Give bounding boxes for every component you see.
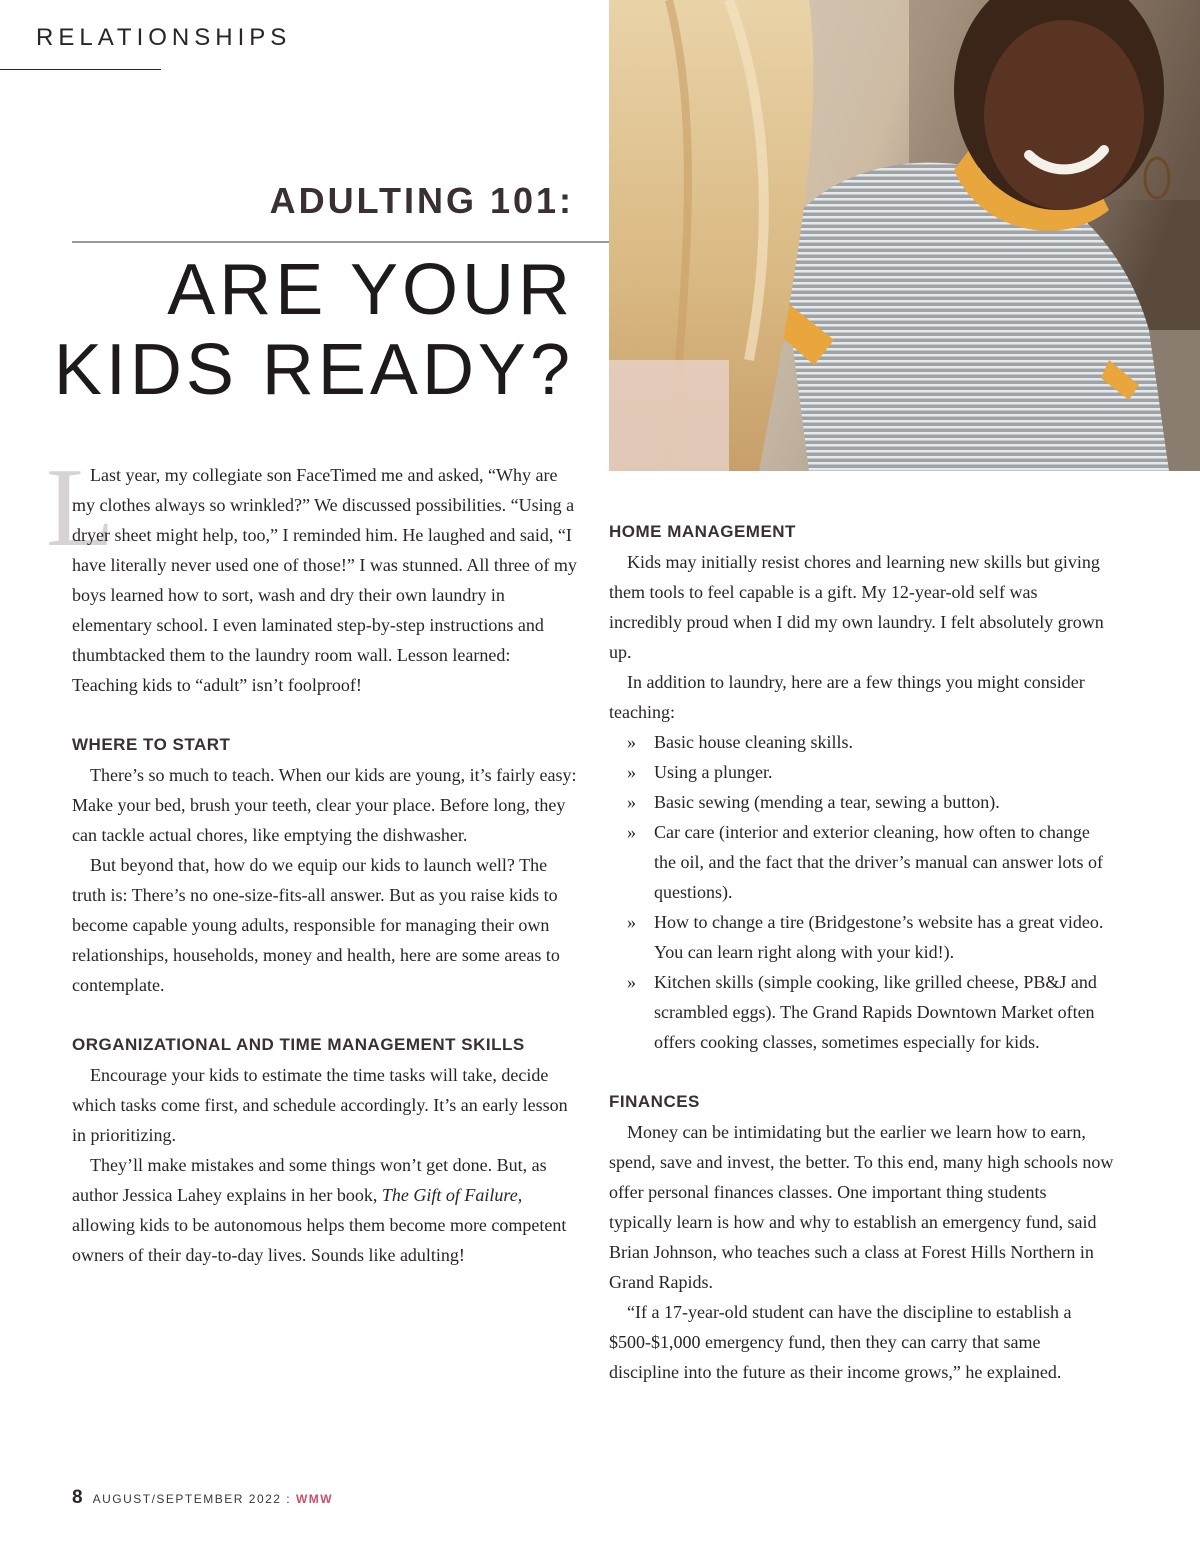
list-item: » How to change a tire (Bridgestone’s website has a great video. You can learn right along with your kid!). (627, 912, 1104, 962)
list-item: » Using a plunger. (627, 762, 773, 782)
hero-photo (609, 0, 1200, 471)
org-time-paragraph-2: They’ll make mistakes and some things won’t get done. But, as author Jessica Lahey explains in her book, The Gift of Failure, allowing kids to be autonomous helps them become more competent owners of their day-to-day lives. Sounds like adulting! (72, 1155, 567, 1265)
intro-body: are my clothes always so wrinkled?” We discussed possibilities. “Using a dryer sheet might help, too,” I reminded him. He laughed and said, “I have literally never used one of those!” I was stunned. All three of my boys learned how to sort, wash and dry their own laundry in elementary school. I even laminated step-by-step instructions and thumbtacked them to the laundry room wall. Lesson learned: Teaching kids to “adult” isn’t foolproof! (72, 465, 577, 695)
heading-org-time: ORGANIZATIONAL AND TIME MANAGEMENT SKILLS (72, 1035, 525, 1054)
where-to-start-paragraph-1: There’s so much to teach. When our kids are young, it’s fairly easy: Make your bed, brush your teeth, clear your place. Before long, they can tackle actual chores, like emptying the dishwasher. (72, 765, 577, 845)
intro-paragraph (46, 446, 577, 700)
article-kicker: ADULTING 101: (269, 180, 574, 221)
title-rule (72, 241, 609, 243)
skills-list (609, 727, 1114, 1057)
list-item: » Car care (interior and exterior cleaning, how often to change the oil, and the fact that the driver’s manual can answer lots of questions). (627, 822, 1104, 902)
headline-line-2: KIDS READY? (53, 330, 574, 410)
right-column (609, 517, 1114, 1387)
finances-paragraph-2: “If a 17-year-old student can have the discipline to establish a $500-$1,000 emergency fund, then they can carry that same discipline into the future as their income grows,” he explained. (609, 1302, 1072, 1382)
section-rule (0, 69, 161, 70)
intro-first-line: Last year, my collegiate son FaceTimed me and asked, “Why (90, 465, 531, 485)
headline-line-1: ARE YOUR (167, 250, 574, 330)
article-headline (14, 250, 574, 410)
magazine-brand: WMW (295, 1492, 334, 1506)
list-item: » Basic sewing (mending a tear, sewing a button). (627, 792, 1000, 812)
heading-where-to-start: WHERE TO START (72, 735, 231, 754)
book-title: The Gift of Failure (381, 1185, 518, 1205)
issue-date: AUGUST/SEPTEMBER 2022 : (92, 1492, 296, 1506)
page-footer (72, 1487, 333, 1509)
drop-cap: L (46, 446, 115, 570)
heading-home-management: HOME MANAGEMENT (609, 522, 796, 541)
left-column (46, 446, 577, 1270)
section-label: RELATIONSHIPS (36, 24, 292, 51)
where-to-start-paragraph-2: But beyond that, how do we equip our kids to launch well? The truth is: There’s no one-size-fits-all answer. But as you raise kids to become capable young adults, responsible for managing their own relationships, households, money and health, here are some areas to contemplate. (72, 855, 560, 995)
list-item: » Basic house cleaning skills. (627, 732, 853, 752)
home-management-paragraph-1: Kids may initially resist chores and learning new skills but giving them tools to feel capable is a gift. My 12-year-old self was incredibly proud when I did my own laundry. I felt absolutely grown up. (609, 552, 1104, 662)
home-management-paragraph-2: In addition to laundry, here are a few things you might consider teaching: (609, 672, 1085, 722)
org-time-paragraph-1: Encourage your kids to estimate the time tasks will take, decide which tasks come first, and schedule accordingly. It’s an early lesson in prioritizing. (72, 1065, 568, 1145)
heading-finances: FINANCES (609, 1092, 700, 1111)
page-number: 8 (72, 1487, 83, 1508)
list-item: » Kitchen skills (simple cooking, like grilled cheese, PB&J and scrambled eggs). The Grand Rapids Downtown Market often offers cooking classes, sometimes especially for kids. (627, 972, 1097, 1052)
finances-paragraph-1: Money can be intimidating but the earlier we learn how to earn, spend, save and invest, the better. To this end, many high schools now offer personal finances classes. One important thing students typically learn is how and why to establish an emergency fund, said Brian Johnson, who teaches such a class at Forest Hills Northern in Grand Rapids. (609, 1122, 1114, 1292)
